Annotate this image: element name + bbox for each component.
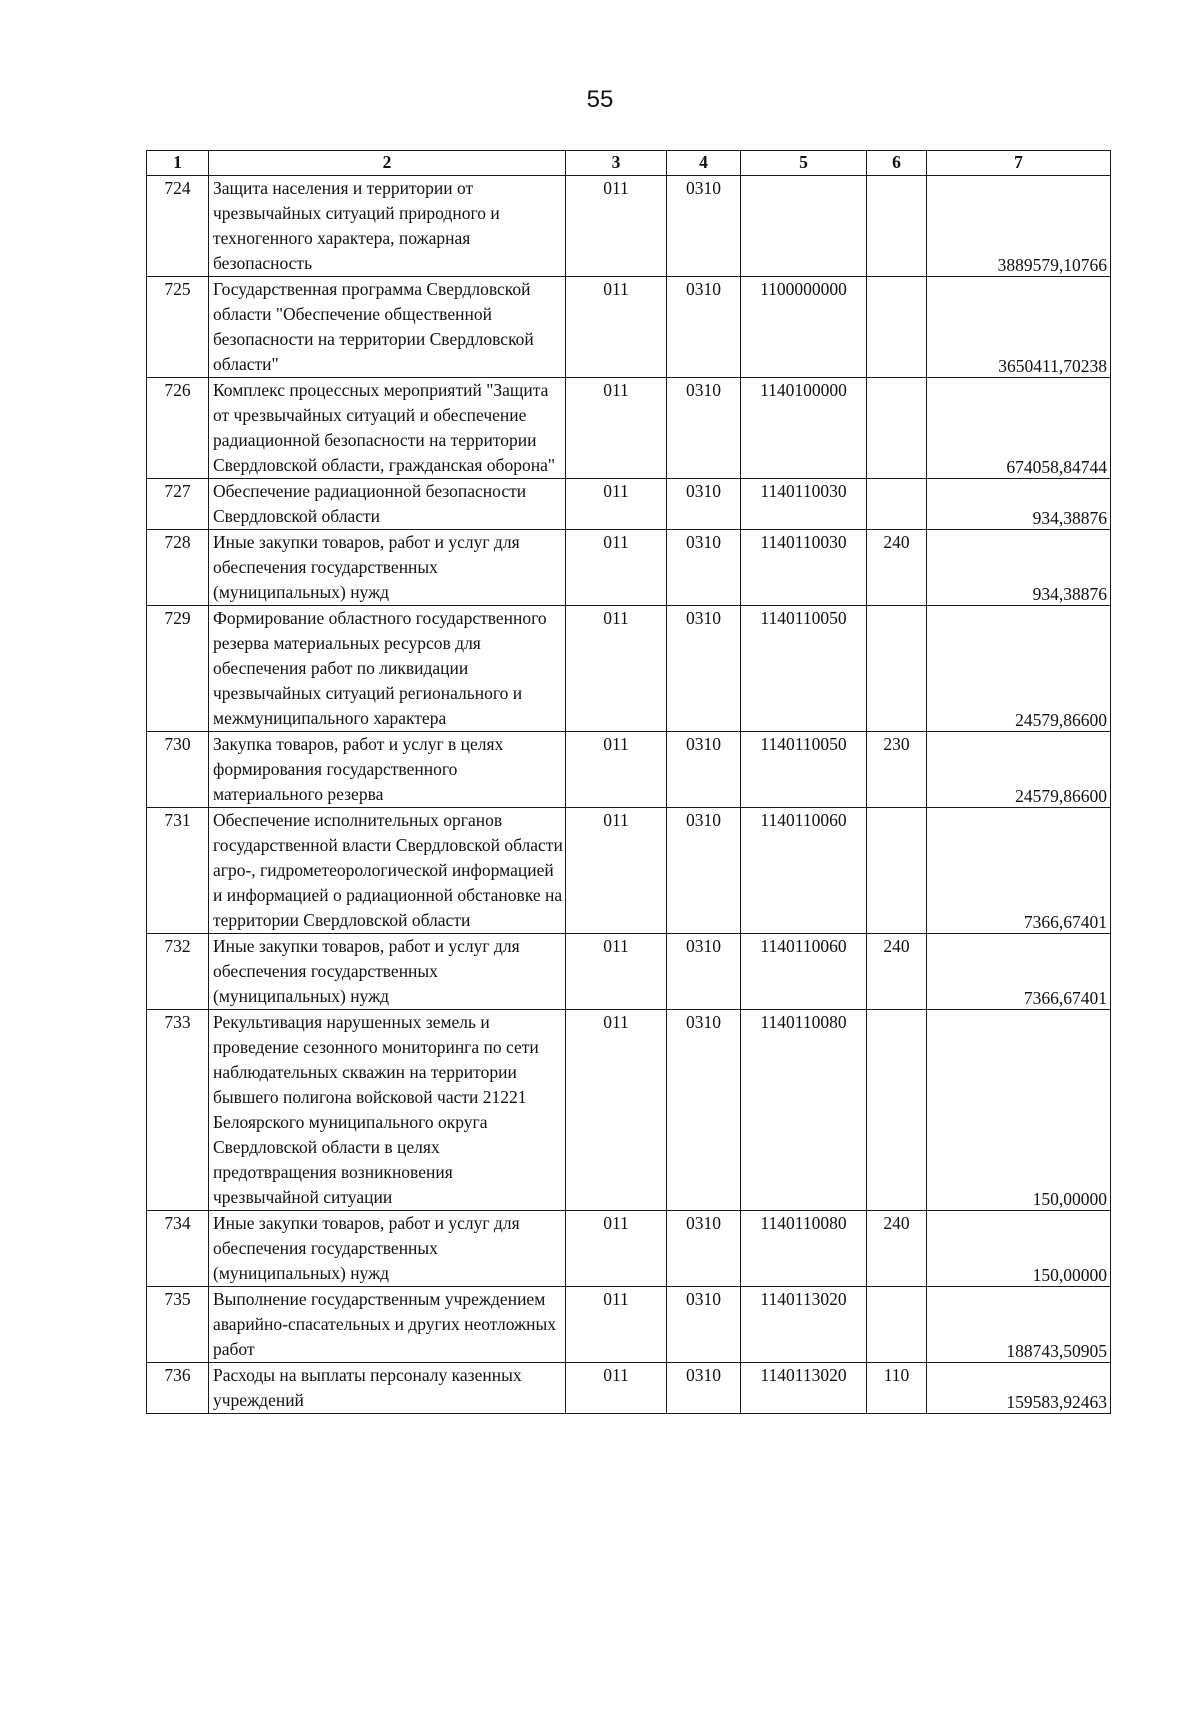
- col4-code: 0310: [667, 277, 741, 378]
- header-col-5: 5: [741, 151, 867, 176]
- col4-code: 0310: [667, 176, 741, 277]
- row-amount: 7366,67401: [927, 934, 1111, 1010]
- row-description: Обеспечение радиационной безопасности Свердловской области: [209, 479, 566, 530]
- col6-code: 110: [867, 1363, 927, 1414]
- col4-code: 0310: [667, 808, 741, 934]
- row-number: 730: [147, 732, 209, 808]
- col6-code: [867, 479, 927, 530]
- row-number: 727: [147, 479, 209, 530]
- col5-code: 1140110030: [741, 530, 867, 606]
- header-col-4: 4: [667, 151, 741, 176]
- col3-code: 011: [566, 378, 667, 479]
- col6-code: [867, 606, 927, 732]
- col5-code: 1140100000: [741, 378, 867, 479]
- budget-table: [146, 150, 1111, 1414]
- col5-code: 1140110080: [741, 1010, 867, 1211]
- col6-code: [867, 277, 927, 378]
- table-row: [147, 1010, 1111, 1211]
- row-description: Защита населения и территории от чрезвычайных ситуаций природного и техногенного характера, пожарная безопасность: [209, 176, 566, 277]
- col5-code: 1140113020: [741, 1363, 867, 1414]
- col5-code: 1100000000: [741, 277, 867, 378]
- col5-code: 1140110080: [741, 1211, 867, 1287]
- col4-code: 0310: [667, 1287, 741, 1363]
- col3-code: 011: [566, 479, 667, 530]
- col4-code: 0310: [667, 732, 741, 808]
- header-col-1: 1: [147, 151, 209, 176]
- row-number: 729: [147, 606, 209, 732]
- col4-code: 0310: [667, 1363, 741, 1414]
- col5-code: 1140113020: [741, 1287, 867, 1363]
- col6-code: 240: [867, 934, 927, 1010]
- col3-code: 011: [566, 934, 667, 1010]
- row-amount: 3650411,70238: [927, 277, 1111, 378]
- col6-code: [867, 808, 927, 934]
- table-row: [147, 530, 1111, 606]
- row-amount: 3889579,10766: [927, 176, 1111, 277]
- page-number: 55: [586, 86, 614, 113]
- row-number: 736: [147, 1363, 209, 1414]
- header-col-2: 2: [209, 151, 566, 176]
- col5-code: 1140110050: [741, 606, 867, 732]
- row-amount: 150,00000: [927, 1211, 1111, 1287]
- row-amount: 159583,92463: [927, 1363, 1111, 1414]
- col4-code: 0310: [667, 1211, 741, 1287]
- row-amount: 934,38876: [927, 530, 1111, 606]
- row-number: 732: [147, 934, 209, 1010]
- row-description: Закупка товаров, работ и услуг в целях формирования государственного материального резерва: [209, 732, 566, 808]
- col3-code: 011: [566, 1287, 667, 1363]
- header-col-6: 6: [867, 151, 927, 176]
- header-row: [147, 151, 1111, 176]
- row-description: Формирование областного государственного резерва материальных ресурсов для обеспечения работ по ликвидации чрезвычайных ситуаций регионального и межмуниципального характера: [209, 606, 566, 732]
- row-amount: 150,00000: [927, 1010, 1111, 1211]
- table-row: [147, 606, 1111, 732]
- col6-code: 230: [867, 732, 927, 808]
- row-description: Иные закупки товаров, работ и услуг для обеспечения государственных (муниципальных) нужд: [209, 934, 566, 1010]
- col6-code: [867, 1010, 927, 1211]
- table-row: [147, 808, 1111, 934]
- col3-code: 011: [566, 1010, 667, 1211]
- row-amount: 24579,86600: [927, 606, 1111, 732]
- table-row: [147, 1287, 1111, 1363]
- row-amount: 934,38876: [927, 479, 1111, 530]
- col4-code: 0310: [667, 378, 741, 479]
- row-number: 726: [147, 378, 209, 479]
- row-description: Расходы на выплаты персоналу казенных учреждений: [209, 1363, 566, 1414]
- row-amount: 674058,84744: [927, 378, 1111, 479]
- row-number: 731: [147, 808, 209, 934]
- table-row: [147, 176, 1111, 277]
- col3-code: 011: [566, 732, 667, 808]
- row-number: 733: [147, 1010, 209, 1211]
- row-number: 734: [147, 1211, 209, 1287]
- table-row: [147, 378, 1111, 479]
- col3-code: 011: [566, 277, 667, 378]
- table-row: [147, 277, 1111, 378]
- row-amount: 24579,86600: [927, 732, 1111, 808]
- table-row: [147, 1211, 1111, 1287]
- col3-code: 011: [566, 176, 667, 277]
- header-col-3: 3: [566, 151, 667, 176]
- table-row: [147, 732, 1111, 808]
- col3-code: 011: [566, 530, 667, 606]
- row-description: Комплекс процессных мероприятий "Защита от чрезвычайных ситуаций и обеспечение радиационной безопасности на территории Свердловской области, гражданская оборона": [209, 378, 566, 479]
- col6-code: 240: [867, 1211, 927, 1287]
- row-description: Обеспечение исполнительных органов государственной власти Свердловской области агро-, гидрометеорологической информацией и информацией о радиационной обстановке на территории Свердловской области: [209, 808, 566, 934]
- row-number: 724: [147, 176, 209, 277]
- table-row: [147, 479, 1111, 530]
- col5-code: 1140110060: [741, 808, 867, 934]
- col6-code: 240: [867, 530, 927, 606]
- col3-code: 011: [566, 1363, 667, 1414]
- row-description: Иные закупки товаров, работ и услуг для обеспечения государственных (муниципальных) нужд: [209, 530, 566, 606]
- row-amount: 188743,50905: [927, 1287, 1111, 1363]
- col4-code: 0310: [667, 1010, 741, 1211]
- col5-code: [741, 176, 867, 277]
- col4-code: 0310: [667, 479, 741, 530]
- row-description: Государственная программа Свердловской области "Обеспечение общественной безопасности на территории Свердловской области": [209, 277, 566, 378]
- col3-code: 011: [566, 606, 667, 732]
- col4-code: 0310: [667, 606, 741, 732]
- header-col-7: 7: [927, 151, 1111, 176]
- col5-code: 1140110050: [741, 732, 867, 808]
- col4-code: 0310: [667, 530, 741, 606]
- row-description: Выполнение государственным учреждением аварийно-спасательных и других неотложных работ: [209, 1287, 566, 1363]
- col5-code: 1140110060: [741, 934, 867, 1010]
- table-row: [147, 934, 1111, 1010]
- col5-code: 1140110030: [741, 479, 867, 530]
- col6-code: [867, 176, 927, 277]
- row-number: 725: [147, 277, 209, 378]
- col6-code: [867, 1287, 927, 1363]
- table-row: [147, 1363, 1111, 1414]
- row-number: 735: [147, 1287, 209, 1363]
- row-number: 728: [147, 530, 209, 606]
- col6-code: [867, 378, 927, 479]
- row-description: Рекультивация нарушенных земель и проведение сезонного мониторинга по сети наблюдательных скважин на территории бывшего полигона войсковой части 21221 Белоярского муниципального округа Свердловской области в целях предотвращения возникновения чрезвычайной ситуации: [209, 1010, 566, 1211]
- col3-code: 011: [566, 1211, 667, 1287]
- row-description: Иные закупки товаров, работ и услуг для обеспечения государственных (муниципальных) нужд: [209, 1211, 566, 1287]
- col4-code: 0310: [667, 934, 741, 1010]
- col3-code: 011: [566, 808, 667, 934]
- row-amount: 7366,67401: [927, 808, 1111, 934]
